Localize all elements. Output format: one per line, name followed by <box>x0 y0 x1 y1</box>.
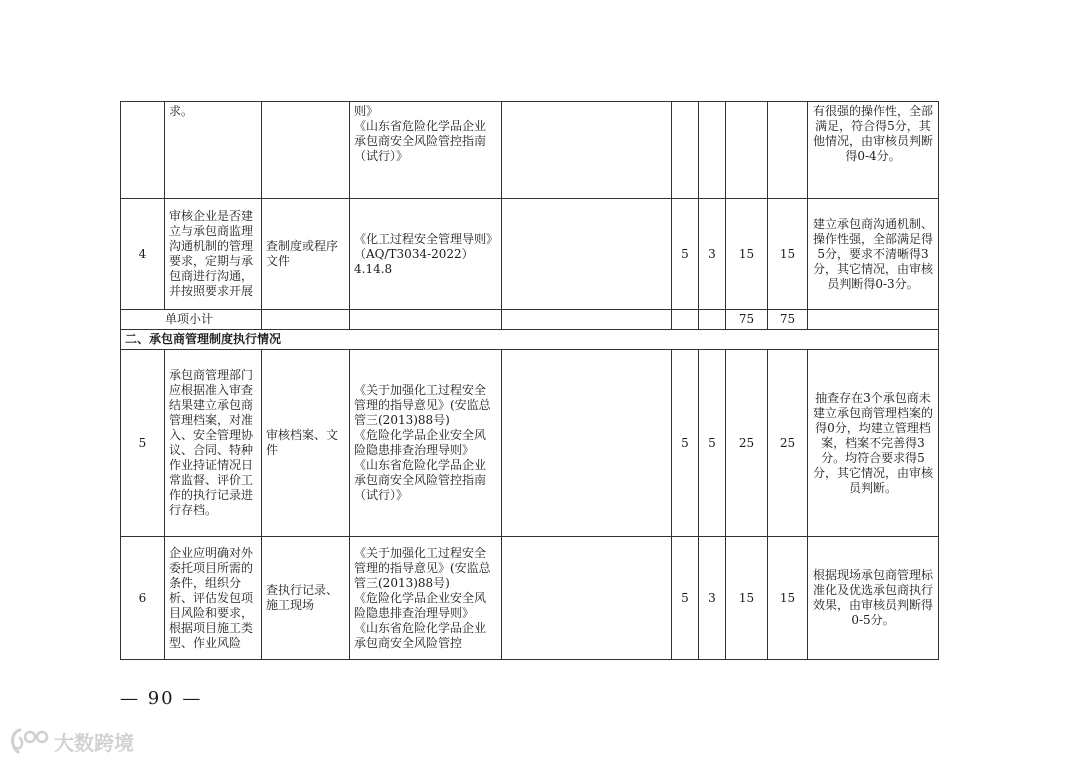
blank-cell <box>262 310 350 330</box>
degree-value <box>699 102 726 199</box>
total-value: 15 <box>768 199 808 310</box>
weight-value <box>672 102 699 199</box>
weight-value: 5 <box>672 537 699 660</box>
degree-value: 3 <box>699 537 726 660</box>
score-value: 15 <box>726 199 768 310</box>
item-number: 4 <box>121 199 165 310</box>
blank-cell <box>350 310 502 330</box>
table-row <box>121 102 939 199</box>
table-row <box>121 537 939 660</box>
watermark-logo-icon <box>8 726 50 756</box>
score-value <box>726 102 768 199</box>
blank-cell <box>699 310 726 330</box>
audit-content: 求。 <box>165 102 262 199</box>
blank-cell <box>672 310 699 330</box>
audit-method <box>262 102 350 199</box>
blank-cell <box>808 310 939 330</box>
item-number: 5 <box>121 350 165 537</box>
audit-method: 审核档案、文件 <box>262 350 350 537</box>
audit-method: 查执行记录、施工现场 <box>262 537 350 660</box>
audit-basis: 《化工过程安全管理导则》（AQ/T3034-2022）4.14.8 <box>350 199 502 310</box>
subtotal-row <box>121 310 939 330</box>
scoring-standard: 抽查存在3个承包商未建立承包商管理档案的得0分，均建立管理档案，档案不完善得3分。均符合要求得5分，其它情况，由审核员判断。 <box>808 350 939 537</box>
blank-cell <box>502 310 672 330</box>
audit-basis: 《关于加强化工过程安全管理的指导意见》(安监总管三(2013)88号) 《危险化学品企业安全风险隐患排查治理导则》 《山东省危险化学品企业承包商安全风险管控指南（试行）》 <box>350 350 502 537</box>
blank-cell <box>502 350 672 537</box>
degree-value: 5 <box>699 350 726 537</box>
audit-content: 企业应明确对外委托项目所需的条件，组织分析、评估发包项目风险和要求，根据项目施工类型、作业风险 <box>165 537 262 660</box>
weight-value: 5 <box>672 350 699 537</box>
section-title: 二、承包商管理制度执行情况 <box>121 330 939 350</box>
total-value: 15 <box>768 537 808 660</box>
weight-value: 5 <box>672 199 699 310</box>
table-row <box>121 350 939 537</box>
subtotal-score: 75 <box>726 310 768 330</box>
section-row <box>121 330 939 350</box>
subtotal-label: 单项小计 <box>121 310 262 330</box>
total-value: 25 <box>768 350 808 537</box>
scoring-standard: 根据现场承包商管理标准化及优选承包商执行效果，由审核员判断得0-5分。 <box>808 537 939 660</box>
watermark-text: 大数跨境 <box>54 730 134 755</box>
item-number <box>121 102 165 199</box>
audit-method: 查制度或程序文件 <box>262 199 350 310</box>
blank-cell <box>502 102 672 199</box>
degree-value: 3 <box>699 199 726 310</box>
blank-cell <box>502 199 672 310</box>
score-value: 15 <box>726 537 768 660</box>
watermark <box>8 726 134 756</box>
item-number: 6 <box>121 537 165 660</box>
audit-table <box>120 101 939 660</box>
scoring-standard: 建立承包商沟通机制、操作性强，全部满足得5分，要求不清晰得3分，其它情况，由审核员判断得0-3分。 <box>808 199 939 310</box>
audit-content: 审核企业是否建立与承包商监理沟通机制的管理要求，定期与承包商进行沟通，并按照要求开展 <box>165 199 262 310</box>
scoring-standard: 有很强的操作性，全部满足，符合得5分，其他情况，由审核员判断得0-4分。 <box>808 102 939 199</box>
page-number: — 90 — <box>120 688 203 709</box>
audit-basis: 《关于加强化工过程安全管理的指导意见》(安监总管三(2013)88号) 《危险化学品企业安全风险隐患排查治理导则》 《山东省危险化学品企业承包商安全风险管控 <box>350 537 502 660</box>
score-value: 25 <box>726 350 768 537</box>
subtotal-total: 75 <box>768 310 808 330</box>
audit-content: 承包商管理部门应根据准入审查结果建立承包商管理档案，对准入、安全管理协议、合同、特种作业持证情况日常监督、评价工作的执行记录进行存档。 <box>165 350 262 537</box>
blank-cell <box>502 537 672 660</box>
audit-basis: 则》 《山东省危险化学品企业承包商安全风险管控指南（试行）》 <box>350 102 502 199</box>
total-value <box>768 102 808 199</box>
table-row <box>121 199 939 310</box>
